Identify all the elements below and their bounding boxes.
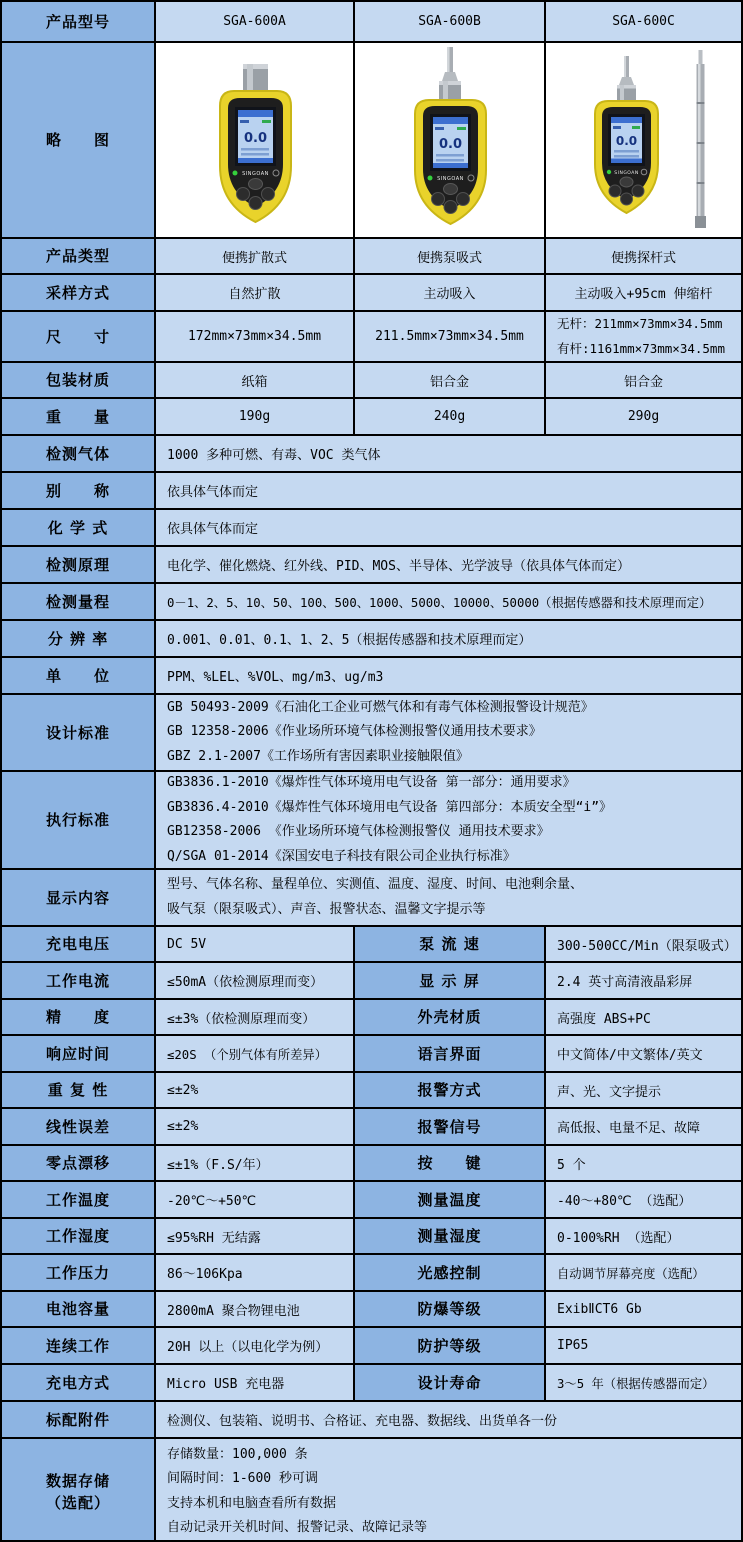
row-label: 标配附件: [2, 1402, 156, 1437]
value-b: 铝合金: [355, 363, 546, 397]
model-name-b: SGA-600B: [355, 2, 546, 41]
row-label: 包装材质: [2, 363, 156, 397]
value-b: 211.5mm×73mm×34.5mm: [355, 312, 546, 361]
row-value: 依具体气体而定: [156, 473, 741, 508]
row-standard-accessories: [2, 1402, 741, 1439]
led-indicator: [233, 171, 238, 176]
row-label: 采样方式: [2, 275, 156, 310]
row-display-content: [2, 870, 741, 927]
telescopic-rod: [695, 50, 706, 228]
row-label-2: 显 示 屏: [355, 963, 546, 998]
row-label: 充电电压: [2, 927, 156, 961]
storage-label-line: 数据存储: [45, 1471, 110, 1490]
sketch-label: 略 图: [2, 43, 156, 237]
row-repeatability-alarm-mode: [2, 1073, 741, 1109]
dimension-without-rod: 无杆：211mm×73mm×34.5mm: [557, 316, 723, 331]
detector-image-diffusion: [156, 43, 355, 237]
row-chemical-formula: [2, 510, 741, 547]
value-a: 自然扩散: [156, 275, 355, 310]
storage-label-line: （选配）: [45, 1493, 110, 1512]
storage-line: 自动记录开关机时间、报警记录、故障记录等: [167, 1520, 428, 1535]
header-label: 产品型号: [2, 2, 156, 41]
row-label: 重 量: [2, 399, 156, 434]
row-data-storage: [2, 1439, 741, 1542]
standard-line: GB 50493-2009《石油化工企业可燃气体和有毒气体检测报警设计规范》: [167, 699, 594, 715]
standard-line: GB 12358-2006《作业场所环境气体检测报警仪通用技术要求》: [167, 724, 542, 740]
brand-text: SINGOAN: [242, 171, 269, 177]
row-label: 精 度: [2, 1000, 156, 1034]
row-detected-gases: [2, 436, 741, 473]
row-linearity-alarm-signal: [2, 1109, 741, 1146]
detector-image-probe: [546, 43, 741, 237]
row-label: 产品类型: [2, 239, 156, 273]
value-a: 172mm×73mm×34.5mm: [156, 312, 355, 361]
row-label: 尺 寸: [2, 312, 156, 361]
row-label: 重 复 性: [2, 1073, 156, 1107]
brand-text: SINGOAN: [614, 171, 639, 176]
detector-image-pump: [355, 43, 546, 237]
row-value: 20H 以上（以电化学为例）: [156, 1328, 355, 1363]
row-label: 别 称: [2, 473, 156, 508]
row-value: 检测仪、包装箱、说明书、合格证、充电器、数据线、出货单各一份: [156, 1402, 741, 1437]
row-label-2: 设计寿命: [355, 1365, 546, 1400]
row-value: PPM、%LEL、%VOL、mg/m3、ug/m3: [156, 658, 741, 693]
row-value: 0.001、0.01、0.1、1、2、5（根据传感器和技术原理而定）: [156, 621, 741, 656]
screen-reading: 0.0: [615, 134, 638, 148]
standard-line: GB3836.4-2010《爆炸性气体环境用电气设备 第四部分：本质安全型“i”》: [167, 799, 613, 815]
display-line: 型号、气体名称、量程单位、实测值、温度、湿度、时间、电池剩余量、: [167, 877, 584, 892]
detector-a-illustration: [156, 44, 353, 236]
dimension-with-rod: 有杆:1161mm×73mm×34.5mm: [557, 340, 725, 356]
row-value: 1000 多种可燃、有毒、VOC 类气体: [156, 436, 741, 471]
row-product-type: [2, 239, 741, 275]
row-label: 检测气体: [2, 436, 156, 471]
row-dimensions: [2, 312, 741, 363]
row-value: [156, 695, 741, 770]
row-label: 充电方式: [2, 1365, 156, 1400]
row-label-2: 防爆等级: [355, 1292, 546, 1326]
row-label-2: 外壳材质: [355, 1000, 546, 1034]
row-label-2: 报警方式: [355, 1073, 546, 1107]
row-label: [2, 1439, 156, 1542]
value-c: 主动吸入+95cm 伸缩杆: [546, 275, 741, 310]
row-label-2: 语言界面: [355, 1036, 546, 1071]
row-value: 0－1、2、5、10、50、100、500、1000、5000、10000、50000（根据传感器和技术原理而定）: [156, 584, 741, 619]
row-value-2: 高强度 ABS+PC: [546, 1000, 741, 1034]
row-value: DC 5V: [156, 927, 355, 961]
model-name-a: SGA-600A: [156, 2, 355, 41]
brand-text: SINGOAN: [437, 176, 464, 182]
standard-line: Q/SGA 01-2014《深国安电子科技有限公司企业执行标准》: [167, 848, 516, 864]
row-value: [156, 870, 741, 925]
row-value: 86～106Kpa: [156, 1255, 355, 1290]
row-value-2: 3～5 年（根据传感器而定）: [546, 1365, 741, 1400]
row-value: 依具体气体而定: [156, 510, 741, 545]
row-label: 工作湿度: [2, 1219, 156, 1253]
row-label: 检测量程: [2, 584, 156, 619]
row-value-2: 中文简体/中文繁体/英文: [546, 1036, 741, 1071]
row-label-2: 泵 流 速: [355, 927, 546, 961]
row-charging-method-design-life: [2, 1365, 741, 1402]
detector-c-illustration: [546, 44, 741, 236]
row-value: Micro USB 充电器: [156, 1365, 355, 1400]
row-weight: [2, 399, 741, 436]
row-label-2: 光感控制: [355, 1255, 546, 1290]
row-label: 工作温度: [2, 1182, 156, 1217]
row-label: 检测原理: [2, 547, 156, 582]
row-battery-explosion-proof: [2, 1292, 741, 1328]
row-value-2: 自动调节屏幕亮度（选配）: [546, 1255, 741, 1290]
row-value: 电化学、催化燃烧、红外线、PID、MOS、半导体、光学波导（依具体气体而定）: [156, 547, 741, 582]
row-working-humidity-measure-humidity: [2, 1219, 741, 1255]
led-indicator: [607, 170, 611, 174]
row-value: ≤20S （个别气体有所差异）: [156, 1036, 355, 1071]
row-value-2: ExibⅡCT6 Gb: [546, 1292, 741, 1326]
storage-line: 存储数量：100,000 条: [167, 1446, 308, 1462]
model-name-c: SGA-600C: [546, 2, 741, 41]
row-value: ≤±3%（依检测原理而变）: [156, 1000, 355, 1034]
row-label: 化 学 式: [2, 510, 156, 545]
row-resolution: [2, 621, 741, 658]
value-c: 便携探杆式: [546, 239, 741, 273]
row-working-current-display: [2, 963, 741, 1000]
row-zero-drift-buttons: [2, 1146, 741, 1182]
row-label-2: 测量温度: [355, 1182, 546, 1217]
standard-line: GB12358-2006 《作业场所环境气体检测报警仪 通用技术要求》: [167, 824, 550, 839]
row-detection-range: [2, 584, 741, 621]
row-value: ≤50mA（依检测原理而变）: [156, 963, 355, 998]
display-line: 吸气泵（限泵吸式）、声音、报警状态、温馨文字提示等: [167, 901, 486, 917]
value-c: [546, 312, 741, 361]
standard-line: GBZ 2.1-2007《工作场所有害因素职业接触限值》: [167, 748, 469, 764]
row-value-2: 300-500CC/Min（限泵吸式）: [546, 927, 741, 961]
row-units: [2, 658, 741, 695]
row-value: [156, 1439, 741, 1542]
row-value-2: -40～+80℃ （选配）: [546, 1182, 741, 1217]
row-execution-standards: [2, 772, 741, 870]
value-c: 铝合金: [546, 363, 741, 397]
row-label: 显示内容: [2, 870, 156, 925]
row-value-2: 声、光、文字提示: [546, 1073, 741, 1107]
row-value-2: IP65: [546, 1328, 741, 1363]
row-value: 2800mA 聚合物锂电池: [156, 1292, 355, 1326]
value-a: 纸箱: [156, 363, 355, 397]
row-label: 线性误差: [2, 1109, 156, 1144]
row-sampling-method: [2, 275, 741, 312]
row-label: 工作电流: [2, 963, 156, 998]
row-label: 单 位: [2, 658, 156, 693]
row-label: 连续工作: [2, 1328, 156, 1363]
value-b: 主动吸入: [355, 275, 546, 310]
row-label: 分 辨 率: [2, 621, 156, 656]
row-alias: [2, 473, 741, 510]
value-c: 290g: [546, 399, 741, 434]
row-response-time-language: [2, 1036, 741, 1073]
row-label: 设计标准: [2, 695, 156, 770]
row-label-2: 防护等级: [355, 1328, 546, 1363]
row-value: -20℃～+50℃: [156, 1182, 355, 1217]
header-row: [2, 2, 741, 43]
row-value: [156, 772, 741, 868]
row-charge-voltage-pump-flow: [2, 927, 741, 963]
row-label: 电池容量: [2, 1292, 156, 1326]
value-b: 便携泵吸式: [355, 239, 546, 273]
storage-line: 支持本机和电脑查看所有数据: [167, 1495, 337, 1511]
detector-b-illustration: [355, 44, 544, 236]
row-value: ≤±1%（F.S/年）: [156, 1146, 355, 1180]
standard-line: GB3836.1-2010《爆炸性气体环境用电气设备 第一部分：通用要求》: [167, 775, 576, 790]
row-value-2: 高低报、电量不足、故障: [546, 1109, 741, 1144]
screen-reading: 0.0: [438, 137, 463, 152]
row-value: ≤±2%: [156, 1109, 355, 1144]
row-pressure-light-control: [2, 1255, 741, 1292]
sketch-row: [2, 43, 741, 239]
row-label: 响应时间: [2, 1036, 156, 1071]
row-value-2: 2.4 英寸高清液晶彩屏: [546, 963, 741, 998]
row-value: ≤±2%: [156, 1073, 355, 1107]
row-continuous-work-protection: [2, 1328, 741, 1365]
value-a: 便携扩散式: [156, 239, 355, 273]
row-label-2: 报警信号: [355, 1109, 546, 1144]
row-label: 执行标准: [2, 772, 156, 868]
row-label: 工作压力: [2, 1255, 156, 1290]
row-design-standards: [2, 695, 741, 772]
storage-line: 间隔时间：1-600 秒可调: [167, 1471, 318, 1486]
row-label-2: 按 键: [355, 1146, 546, 1180]
row-detection-principle: [2, 547, 741, 584]
row-label-2: 测量湿度: [355, 1219, 546, 1253]
row-working-temp-measure-temp: [2, 1182, 741, 1219]
value-a: 190g: [156, 399, 355, 434]
row-value: ≤95%RH 无结露: [156, 1219, 355, 1253]
row-accuracy-shell: [2, 1000, 741, 1036]
row-value-2: 5 个: [546, 1146, 741, 1180]
screen-reading: 0.0: [243, 131, 268, 146]
led-indicator: [428, 176, 433, 181]
row-label: 零点漂移: [2, 1146, 156, 1180]
row-value-2: 0-100%RH （选配）: [546, 1219, 741, 1253]
row-packaging: [2, 363, 741, 399]
value-b: 240g: [355, 399, 546, 434]
